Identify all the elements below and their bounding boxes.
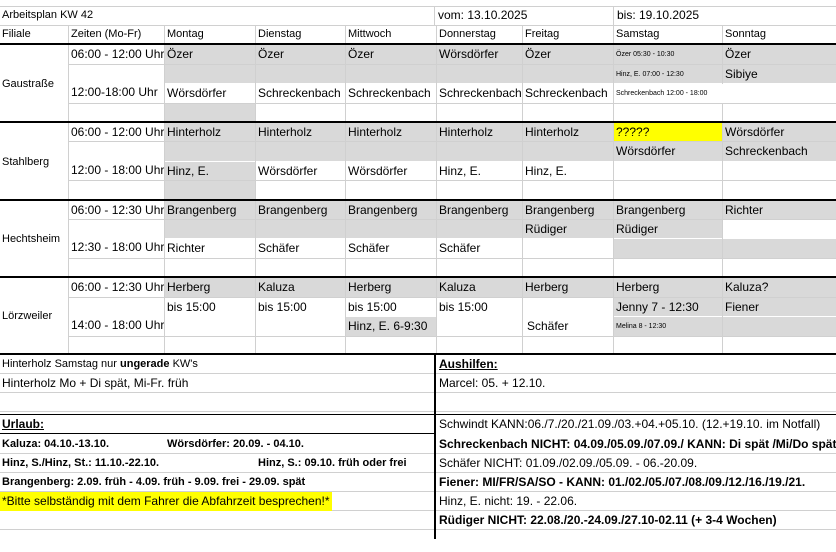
schedule-cell[interactable]: Sibiye — [723, 65, 836, 83]
schedule-cell[interactable]: Hinz, E. — [165, 162, 255, 180]
schedule-cell[interactable]: Wörsdörfer — [258, 164, 318, 178]
schedule-cell[interactable] — [165, 181, 255, 199]
schedule-cell[interactable]: Hinz, E. 07:00 - 12:30 — [614, 65, 722, 83]
schedule-cell[interactable] — [523, 142, 613, 161]
shift-time-early: 06:00 - 12:00 Uhr — [71, 125, 164, 139]
header-montag: Montag — [167, 28, 204, 40]
schedule-cell[interactable]: Rüdiger — [523, 220, 613, 238]
schedule-cell[interactable]: Richter — [723, 201, 836, 219]
availability-fiener: Fiener: MI/FR/SA/SO - KANN: 01./02./05./07./08./09./12./16./19./21. — [439, 475, 806, 489]
note-hinterholz-saturday: Hinterholz Samstag nur ungerade KW's — [2, 358, 198, 370]
shift-time-early: 06:00 - 12:30 Uhr — [71, 280, 164, 294]
schedule-cell[interactable]: Wörsdörfer — [348, 164, 408, 178]
date-from: vom: 13.10.2025 — [438, 8, 528, 22]
schedule-cell[interactable] — [256, 142, 345, 161]
schedule-cell[interactable]: Brangenberg — [437, 201, 522, 219]
schedule-cell[interactable] — [256, 220, 345, 238]
schedule-cell[interactable]: bis 15:00 — [439, 300, 488, 314]
schedule-cell[interactable] — [437, 142, 522, 161]
schedule-cell[interactable]: Kaluza? — [723, 278, 836, 297]
schedule-cell[interactable]: Hinterholz — [523, 123, 613, 141]
schedule-cell[interactable]: Schreckenbach — [525, 86, 608, 100]
vacation-woersdoerfer: Wörsdörfer: 20.09. - 04.10. — [167, 438, 304, 450]
header-dienstag: Dienstag — [258, 28, 302, 40]
schedule-cell[interactable]: Brangenberg — [165, 201, 255, 219]
schedule-cell[interactable]: Schäfer — [258, 241, 300, 255]
schedule-cell[interactable] — [346, 65, 436, 83]
schedule-cell[interactable]: Wörsdörfer — [167, 86, 227, 100]
schedule-cell[interactable]: bis 15:00 — [348, 300, 397, 314]
schedule-cell[interactable]: Schreckenbach — [258, 86, 341, 100]
shift-time-early: 06:00 - 12:00 Uhr — [71, 47, 164, 61]
schedule-cell[interactable]: Schreckenbach 12:00 - 18:00 — [614, 84, 836, 103]
note-hinterholz-shifts: Hinterholz Mo + Di spät, Mi-Fr. früh — [2, 376, 189, 390]
schedule-cell[interactable]: Hinz, E. — [525, 164, 568, 178]
branch-loerzweiler: Lörzweiler — [2, 310, 53, 322]
schedule-cell[interactable] — [437, 220, 522, 238]
temp-staff-heading: Aushilfen: — [439, 357, 498, 371]
schedule-cell[interactable] — [165, 104, 255, 121]
shift-time-late: 12:00-18:00 Uhr — [71, 85, 158, 99]
schedule-cell[interactable]: Herberg — [523, 278, 613, 297]
availability-ruediger: Rüdiger NICHT: 22.08./20.-24.09./27.10-02.11 (+ 3-4 Wochen) — [439, 513, 777, 527]
schedule-cell[interactable]: Wörsdörfer — [723, 123, 836, 141]
schedule-cell[interactable]: Kaluza — [256, 278, 345, 297]
availability-hinz-e: Hinz, E. nicht: 19. - 22.06. — [439, 494, 578, 508]
schedule-cell[interactable]: Hinz, E. 6-9:30 — [346, 317, 436, 336]
header-freitag: Freitag — [525, 28, 560, 40]
page-title: Arbeitsplan KW 42 — [2, 9, 94, 21]
header-donnerstag: Donnerstag — [439, 28, 496, 40]
schedule-cell[interactable] — [523, 65, 613, 83]
schedule-cell[interactable]: Jenny 7 - 12:30 — [614, 298, 722, 316]
header-samstag: Samstag — [616, 28, 660, 40]
schedule-cell[interactable] — [437, 65, 522, 83]
schedule-cell[interactable]: Özer — [523, 45, 613, 64]
schedule-cell[interactable]: Özer — [346, 45, 436, 64]
shift-time-late: 12:30 - 18:00 Uhr — [71, 240, 164, 254]
schedule-cell[interactable]: Hinterholz — [256, 123, 345, 141]
schedule-cell[interactable]: Brangenberg — [523, 201, 613, 219]
vacation-kaluza: Kaluza: 04.10.-13.10. — [2, 438, 110, 450]
schedule-cell[interactable]: Hinterholz — [346, 123, 436, 141]
temp-staff-marcel: Marcel: 05. + 12.10. — [439, 376, 546, 390]
schedule-cell[interactable]: Schäfer — [439, 241, 481, 255]
availability-schaefer: Schäfer NICHT: 01.09./02.09./05.09. - 06.-20.09. — [439, 456, 698, 470]
vacation-hinz-s-st: Hinz, S./Hinz, St.: 11.10.-22.10. — [2, 457, 160, 469]
schedule-cell[interactable]: Brangenberg — [256, 201, 345, 219]
schedule-cell[interactable] — [165, 220, 255, 238]
schedule-cell[interactable]: bis 15:00 — [167, 300, 216, 314]
schedule-cell[interactable] — [165, 65, 255, 83]
schedule-cell[interactable]: Herberg — [346, 278, 436, 297]
header-filiale: Filiale — [2, 28, 31, 40]
schedule-cell[interactable]: Kaluza — [437, 278, 522, 297]
schedule-cell[interactable]: Schäfer — [348, 241, 390, 255]
header-mittwoch: Mittwoch — [348, 28, 392, 40]
schedule-cell[interactable]: Özer — [256, 45, 345, 64]
schedule-cell[interactable]: Özer — [165, 45, 255, 64]
shift-time-late: 14:00 - 18:00 Uhr — [71, 318, 164, 332]
schedule-cell[interactable]: Rüdiger — [614, 220, 722, 238]
schedule-cell[interactable]: Schreckenbach — [348, 86, 431, 100]
shift-time-early: 06:00 - 12:30 Uhr — [71, 203, 164, 217]
driver-note-row — [0, 492, 432, 511]
schedule-cell[interactable]: Schäfer — [527, 319, 569, 333]
availability-schreckenbach: Schreckenbach NICHT: 04.09./05.09./07.09./ KANN: Di spät /Mi/Do spät — [439, 437, 836, 451]
schedule-cell[interactable]: Wörsdörfer — [614, 142, 722, 161]
schedule-cell[interactable]: Brangenberg — [346, 201, 436, 219]
branch-hechtsheim: Hechtsheim — [2, 233, 61, 245]
availability-schwindt: Schwindt KANN:06./7./20./21.09./03.+04.+05.10. (12.+19.10. im Notfall) — [439, 417, 821, 431]
schedule-cell[interactable]: Brangenberg — [614, 201, 722, 219]
vacation-hinz-s: Hinz, S.: 09.10. früh oder frei — [258, 457, 407, 469]
schedule-cell[interactable]: Herberg — [614, 278, 722, 297]
date-to: bis: 19.10.2025 — [617, 8, 700, 22]
schedule-cell[interactable]: Fiener — [723, 298, 836, 316]
schedule-cell[interactable]: Özer — [723, 45, 836, 64]
branch-stahlberg: Stahlberg — [2, 156, 50, 168]
schedule-cell[interactable] — [614, 239, 722, 258]
driver-note: *Bitte selbständig mit dem Fahrer die Abfahrzeit besprechen!* — [0, 492, 332, 511]
schedule-cell[interactable]: Herberg — [165, 278, 255, 297]
schedule-cell[interactable]: Wörsdörfer — [437, 45, 522, 64]
schedule-cell[interactable] — [165, 142, 255, 161]
schedule-cell[interactable]: Schreckenbach — [439, 86, 522, 100]
vacation-brangenberg: Brangenberg: 2.09. früh - 4.09. früh - 9.09. frei - 29.09. spät — [2, 476, 306, 488]
schedule-cell[interactable]: Schreckenbach — [723, 142, 836, 161]
schedule-cell[interactable]: bis 15:00 — [258, 300, 307, 314]
branch-gaustrasse: Gaustraße — [2, 78, 54, 90]
schedule-cell[interactable] — [346, 220, 436, 238]
shift-time-late: 12:00 - 18:00 Uhr — [71, 163, 164, 177]
schedule-cell[interactable]: Özer 05:30 - 10:30 — [614, 45, 722, 64]
schedule-cell-unassigned[interactable]: ????? — [614, 123, 722, 141]
header-zeiten: Zeiten (Mo-Fr) — [71, 28, 142, 40]
schedule-cell[interactable]: Hinterholz — [437, 123, 522, 141]
schedule-cell[interactable]: Richter — [167, 241, 206, 255]
schedule-cell[interactable] — [723, 317, 836, 336]
schedule-cell[interactable] — [346, 142, 436, 161]
schedule-cell[interactable] — [723, 239, 836, 258]
vacation-heading: Urlaub: — [2, 417, 44, 431]
schedule-cell[interactable]: Hinz, E. — [439, 164, 482, 178]
schedule-cell[interactable] — [256, 65, 345, 83]
schedule-cell[interactable]: Hinterholz — [165, 123, 255, 141]
schedule-cell[interactable]: Melina 8 - 12:30 — [614, 317, 722, 336]
header-sonntag: Sonntag — [725, 28, 766, 40]
